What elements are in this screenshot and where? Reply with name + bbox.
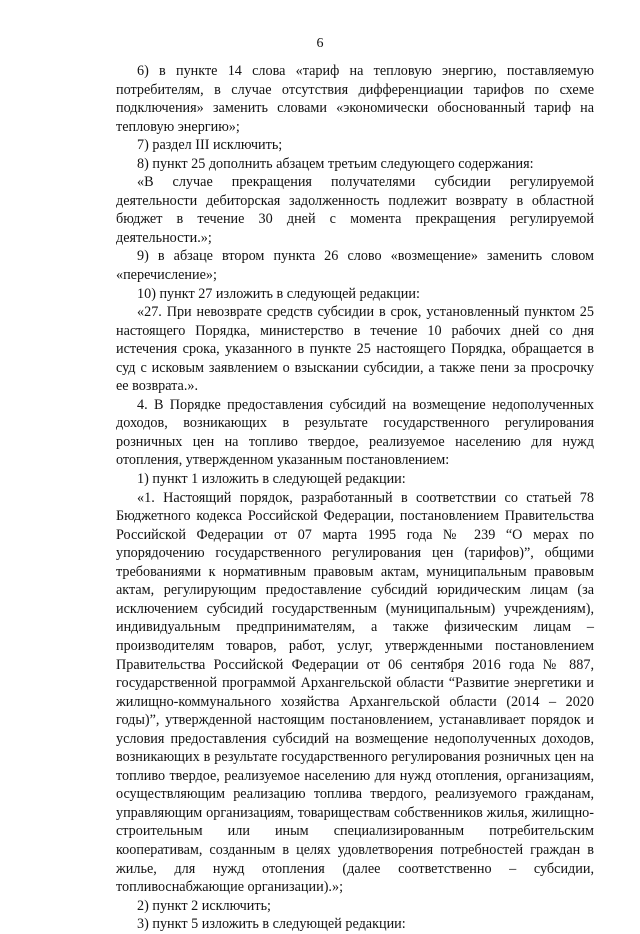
- paragraph-subitem-3: 3) пункт 5 изложить в следующей редакции:: [137, 916, 406, 933]
- paragraph-subitem-1: 1) пункт 1 изложить в следующей редакции:: [137, 471, 406, 488]
- paragraph-item-8: 8) пункт 25 дополнить абзацем третьим следующего содержания:: [137, 155, 534, 172]
- paragraph-item-7: 7) раздел III исключить;: [137, 137, 283, 154]
- document-body: [116, 62, 594, 934]
- page-number: 6: [316, 36, 324, 51]
- paragraph-quote-item-8: «В случае прекращения получателями субсидии регулируемой деятельности дебиторская задолженность подлежит возврату в областной бюджет в течение 30 дней с момента прекращения регулируемой деятельности.»;: [116, 174, 594, 246]
- paragraph-quote-subitem-1: «1. Настоящий порядок, разработанный в соответствии со статьей 78 Бюджетного кодекса Российской Федерации, постановлением Правительства Российской Федерации от 07 марта 1995 года № 239 “О мерах по упорядочению государственного регулирования цен (тарифов)”, общими требованиями к нормативным правовым актам, муниципальным правовым актам, регулирующим предоставление субсидий юридическим лицам (за исключением субсидий государственным (муниципальным) учреждениям), индивидуальным предпринимателям, а также физическим лицам – производителям товаров, работ, услуг, утвержденными постановлением Правительства Российской Федерации от 06 сентября 2016 года № 887, государственной программой Архангельской области “Развитие энергетики и жилищно-коммунального хозяйства Архангельской области (2014 – 2020 годы)”, утвержденной настоящим постановлением, устанавливает порядок и условия предоставления субсидий на возмещение недополученных доходов, возникающих в результате государственного регулирования розничных цен на топливо твердое, реализуемое населению для нужд отопления, организациям, осуществляющим реализацию топлива твердого, реализуемого гражданам, управляющим организациям, товариществам собственников жилья, жилищно-строительным или иным специализированным потребительским кооперативам, созданным в целях удовлетворения потребностей граждан в жилье, для нужд отопления (далее соответственно – субсидии, топливоснабжающие организации).»;: [116, 489, 594, 896]
- paragraph-subitem-2: 2) пункт 2 исключить;: [137, 897, 271, 914]
- paragraph-quote-item-10: «27. При невозврате средств субсидии в срок, установленный пунктом 25 настоящего Порядка, министерство в течение 10 рабочих дней со дня истечения срока, указанного в пункте 25 настоящего Порядка, обращается в суд с исковым заявлением о взыскании субсидии, а также пени за просрочку ее возврата.».: [116, 304, 594, 395]
- paragraph-item-6: 6) в пункте 14 слова «тариф на тепловую энергию, поставляемую потребителям, в случае отсутствия дифференциации тарифов по схеме подключения» заменить словами «экономически обоснованный тариф на тепловую энергию»;: [116, 63, 594, 135]
- paragraph-item-10: 10) пункт 27 изложить в следующей редакции:: [137, 285, 420, 302]
- paragraph-section-4: 4. В Порядке предоставления субсидий на возмещение недополученных доходов, возникающих в результате государственного регулирования розничных цен на топливо твердое, реализуемое населению для нужд отопления, утвержденном указанным постановлением:: [116, 396, 594, 469]
- paragraph-item-9: 9) в абзаце втором пункта 26 слово «возмещение» заменить словом «перечисление»;: [116, 248, 594, 284]
